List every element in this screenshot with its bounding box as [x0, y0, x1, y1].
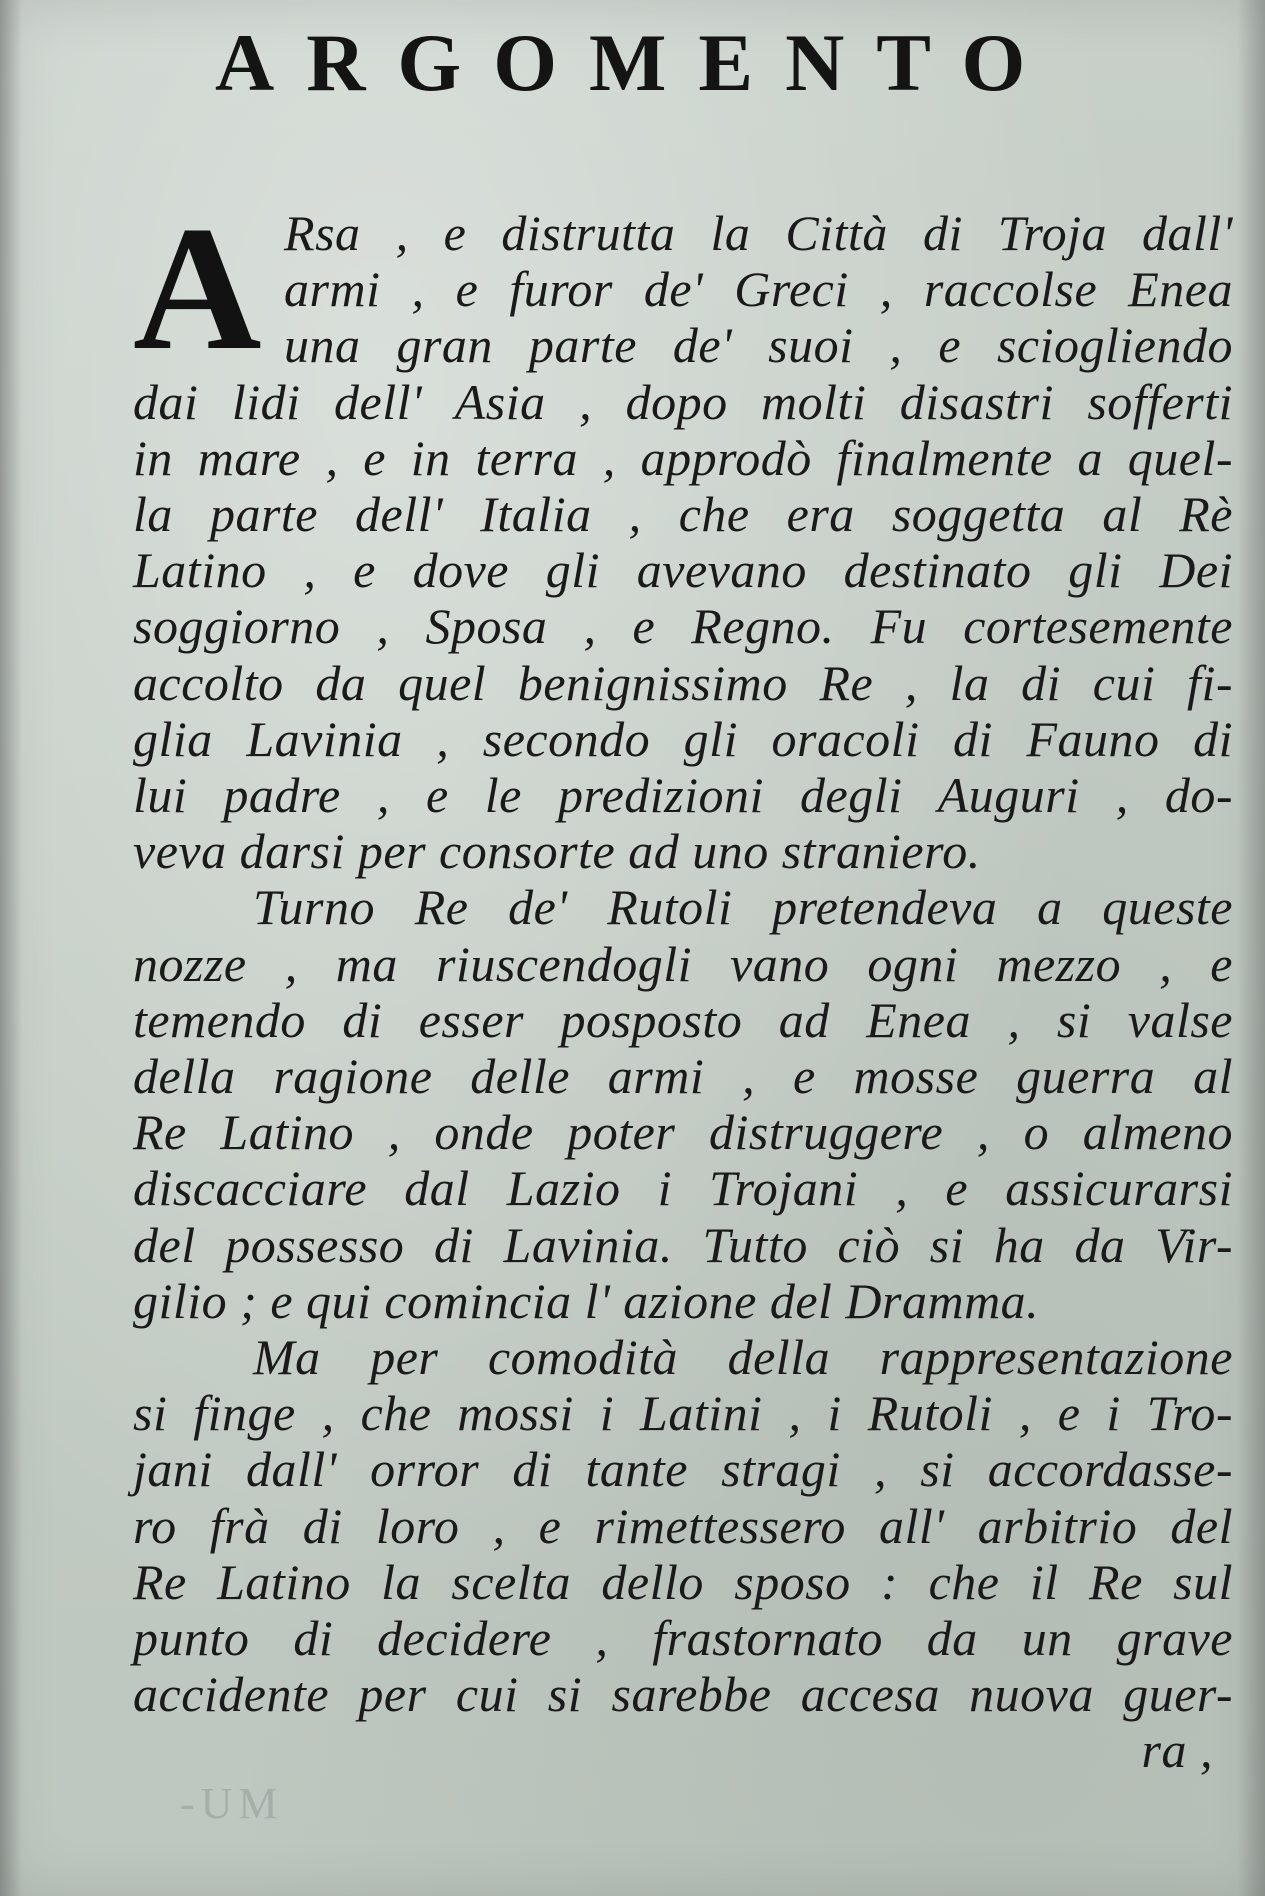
text-line: del possesso di Lavinia. Tutto ciò si ha da Vir-: [133, 1216, 1233, 1273]
text-line: Re Latino la scelta dello sposo : che il Re sul: [133, 1553, 1233, 1610]
text-line: Re Latino , onde poter distruggere , o almeno: [133, 1104, 1233, 1161]
drop-cap: A: [133, 189, 263, 387]
text-line: veva darsi per consorte ad uno straniero.: [133, 823, 981, 880]
text-line: temendo di esser posposto ad Enea , si valse: [133, 991, 1233, 1048]
bleed-through-text: -UM: [180, 1779, 284, 1828]
text-line: lui padre , e le predizioni degli Auguri , do-: [133, 767, 1233, 824]
text-line: della ragione delle armi , e mosse guerra al: [133, 1048, 1233, 1105]
text-line: dai lidi dell' Asia , dopo molti disastri sofferti: [133, 373, 1233, 430]
text-line: Turno Re de' Rutoli pretendeva a queste: [253, 879, 1233, 936]
text-line: jani dall' orror di tante stragi , si accordasse-: [133, 1441, 1233, 1498]
catchword: ra ,: [1141, 1722, 1213, 1779]
text-line: si finge , che mossi i Latini , i Rutoli , e i Tro-: [133, 1385, 1233, 1442]
paragraph-2: [133, 879, 1233, 1329]
text-line: ro frà di loro , e rimettessero all' arbitrio del: [133, 1497, 1233, 1554]
text-line: armi , e furor de' Greci , raccolse Enea: [284, 261, 1233, 318]
text-line: Rsa , e distrutta la Città di Troja dall': [284, 205, 1233, 261]
text-line: punto di decidere , frastornato da un grave: [133, 1610, 1233, 1667]
text-line: una gran parte de' suoi , e sciogliendo: [284, 317, 1233, 374]
body-text: [133, 189, 1233, 1779]
text-line: nozze , ma riuscendogli vano ogni mezzo , e: [133, 935, 1233, 992]
text-line: Latino , e dove gli avevano destinato gli Dei: [133, 542, 1233, 599]
paragraph-1: [133, 189, 1233, 880]
page-title: ARGOMENTO: [215, 17, 1058, 108]
paragraph-3: [133, 1329, 1233, 1722]
text-line: la parte dell' Italia , che era soggetta al Rè: [133, 486, 1233, 543]
text-line: gilio ; e qui comincia l' azione del Dramma.: [133, 1272, 1040, 1329]
text-line: accolto da quel benignissimo Re , la di cui fi-: [133, 654, 1233, 711]
text-line: glia Lavinia , secondo gli oracoli di Fauno di: [133, 710, 1233, 767]
text-line: discacciare dal Lazio i Trojani , e assicurarsi: [133, 1160, 1233, 1217]
text-line: soggiorno , Sposa , e Regno. Fu cortesemente: [133, 598, 1233, 655]
text-line: Ma per comodità della rappresentazione: [253, 1329, 1233, 1386]
text-line: in mare , e in terra , approdò finalmente a quel-: [133, 429, 1233, 486]
text-line: accidente per cui si sarebbe accesa nuova guer-: [133, 1666, 1233, 1723]
